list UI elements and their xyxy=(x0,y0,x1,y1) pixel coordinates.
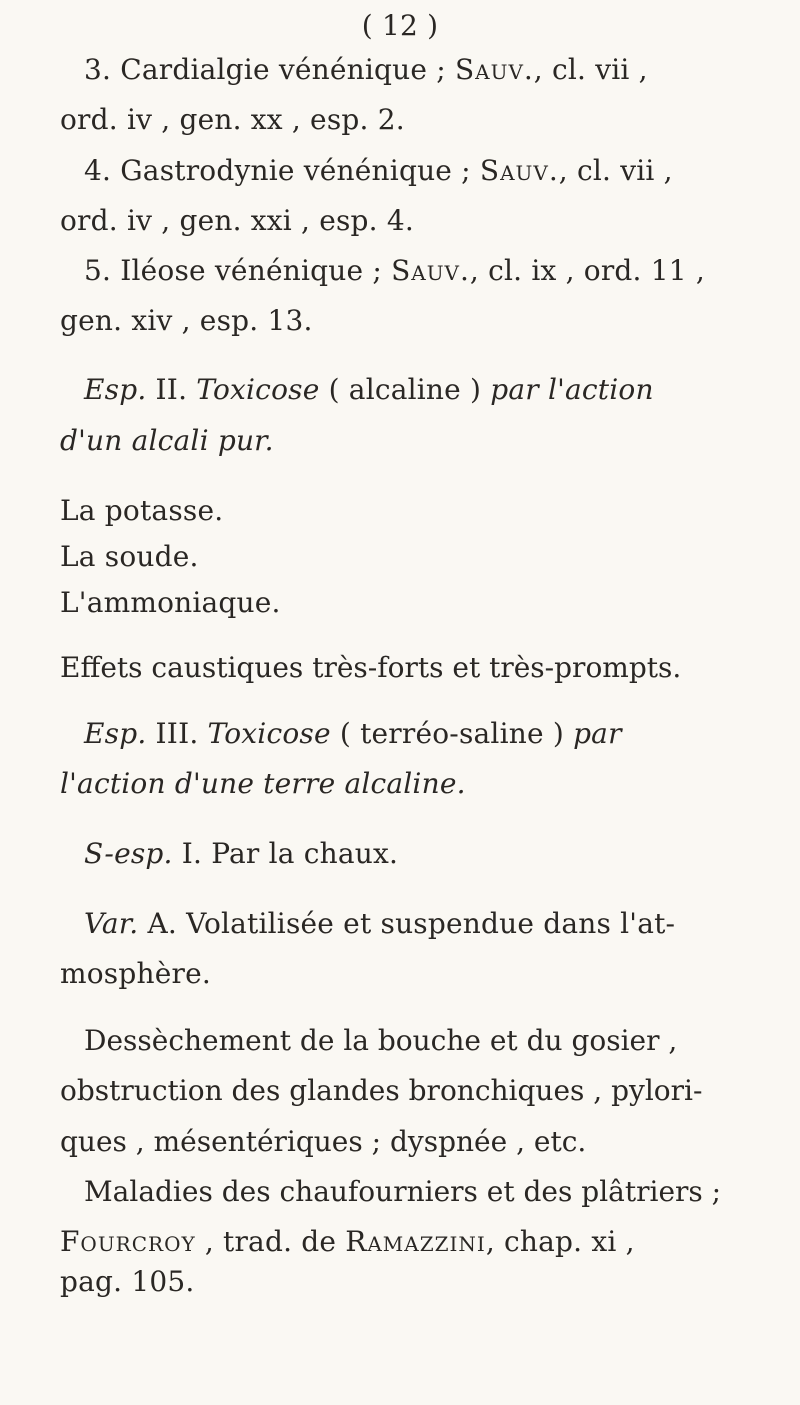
entry-4-line-2: ord. iv , gen. xxi , esp. 4. xyxy=(60,204,414,237)
esp-3-prefix: Esp. xyxy=(84,717,147,750)
entry-5-line-2: gen. xiv , esp. 13. xyxy=(60,304,313,337)
reference-translation: , trad. de xyxy=(204,1225,337,1258)
esp-3-term: Toxicose xyxy=(207,717,331,750)
entry-4-name: Gastrodynie vénénique ; xyxy=(120,154,471,187)
entry-5-line-1 xyxy=(84,253,705,289)
entry-3-line-1 xyxy=(84,52,648,88)
variety-line-2: mosphère. xyxy=(60,957,211,990)
entry-3-name: Cardialgie vénénique ; xyxy=(120,53,446,86)
entry-5-number: 5. xyxy=(84,254,112,287)
variety-line-1 xyxy=(84,906,675,942)
entry-4-classification: , cl. vii , xyxy=(558,154,673,187)
entry-5-classification: , cl. ix , ord. 11 , xyxy=(469,254,705,287)
entry-3-line-2: ord. iv , gen. xx , esp. 2. xyxy=(60,103,405,136)
esp-2-list-item-1: La potasse. xyxy=(60,494,224,527)
esp-3-numeral: III. xyxy=(155,717,199,750)
esp-2-term: Toxicose xyxy=(196,373,320,406)
reference-chapter: , chap. xi , xyxy=(485,1225,635,1258)
reference-line-3: pag. 105. xyxy=(60,1265,195,1298)
entry-3-classification: , cl. vii , xyxy=(533,53,648,86)
entry-3-author: Sauv. xyxy=(454,53,534,86)
symptoms-line-2: obstruction des glandes bronchiques , pylori- xyxy=(60,1074,703,1107)
variety-prefix: Var. xyxy=(84,907,139,940)
esp-3-heading-line-1 xyxy=(84,716,622,752)
entry-4-number: 4. xyxy=(84,154,112,187)
reference-author-fourcroy: Fourcroy xyxy=(60,1225,196,1258)
reference-line-1: Maladies des chaufourniers et des plâtriers ; xyxy=(84,1175,722,1208)
sub-species-text: I. Par la chaux. xyxy=(181,837,399,870)
esp-2-list-item-3: L'ammoniaque. xyxy=(60,586,281,619)
esp-2-tail: par l'action xyxy=(490,373,654,406)
esp-2-prefix: Esp. xyxy=(84,373,147,406)
sub-species-prefix: S-esp. xyxy=(84,837,173,870)
reference-author-ramazzini: Ramazzini xyxy=(345,1225,486,1258)
sub-species-line xyxy=(84,836,398,872)
esp-3-qualifier: ( terréo-saline ) xyxy=(339,717,564,750)
entry-5-author: Sauv. xyxy=(391,254,470,287)
esp-2-effects: Effets caustiques très-forts et très-prompts. xyxy=(60,651,682,684)
reference-line-2 xyxy=(60,1224,635,1260)
symptoms-line-1: Dessèchement de la bouche et du gosier , xyxy=(84,1024,678,1057)
esp-3-heading-line-2: l'action d'une terre alcaline. xyxy=(60,767,466,800)
esp-2-heading-line-1 xyxy=(84,372,654,408)
entry-3-number: 3. xyxy=(84,53,112,86)
esp-2-heading-line-2: d'un alcali pur. xyxy=(60,424,274,457)
page-number: ( 12 ) xyxy=(361,9,439,42)
esp-3-tail: par xyxy=(573,717,622,750)
entry-5-name: Iléose vénénique ; xyxy=(120,254,382,287)
entry-4-author: Sauv. xyxy=(479,154,559,187)
entry-4-line-1 xyxy=(84,153,673,189)
esp-2-qualifier: ( alcaline ) xyxy=(328,373,482,406)
esp-2-numeral: II. xyxy=(155,373,188,406)
symptoms-line-3: ques , mésentériques ; dyspnée , etc. xyxy=(60,1125,587,1158)
variety-text: A. Volatilisée et suspendue dans l'at- xyxy=(147,907,676,940)
esp-2-list-item-2: La soude. xyxy=(60,540,199,573)
